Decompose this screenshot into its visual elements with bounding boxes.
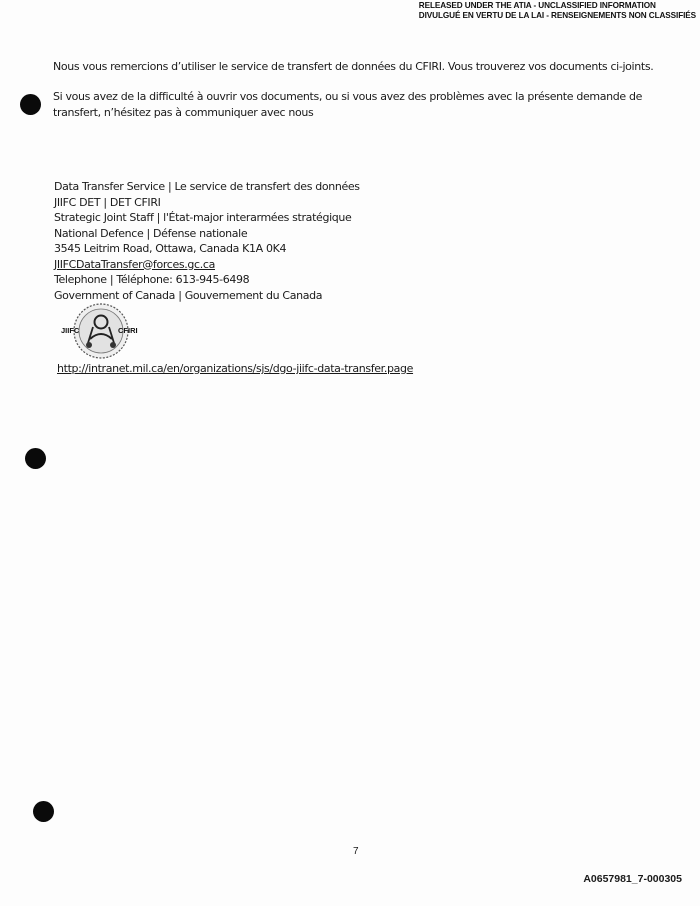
signature-phone: Telephone | Téléphone: 613-945-6498: [54, 273, 250, 286]
punch-hole-middle: [25, 448, 46, 469]
punch-hole-top: [20, 94, 41, 115]
signature-email-link[interactable]: JIIFCDataTransfer@forces.gc.ca: [54, 257, 215, 271]
contact-paragraph-line1: Si vous avez de la difficulté à ouvrir vos documents, ou si vous avez des problèmes avec la présente demande de: [53, 90, 642, 103]
intranet-link[interactable]: http://intranet.mil.ca/en/organizations/sjs/dgo-jiifc-data-transfer.page: [57, 362, 414, 375]
contact-paragraph-line2: transfert, n’hésitez pas à communiquer avec nous: [53, 106, 314, 119]
logo-left-text: JIIFC: [61, 326, 80, 335]
release-banner-french: DIVULGUÉ EN VERTU DE LA LAI - RENSEIGNEMENTS NON CLASSIFIÉS: [418, 11, 696, 20]
signature-unit: JIIFC DET | DET CFIRI: [54, 195, 161, 209]
signature-address: 3545 Leitrim Road, Ottawa, Canada K1A 0K4: [54, 242, 287, 255]
punch-hole-bottom: [33, 801, 54, 822]
release-banner: [419, 1, 696, 21]
page-number: 7: [353, 846, 359, 857]
document-id: A0657981_7-000305: [583, 873, 682, 885]
thank-you-paragraph: Nous vous remercions d’utiliser le service de transfert de données du CFIRI. Vous trouverez vos documents ci-joints.: [53, 60, 654, 73]
signature-block: [54, 179, 360, 303]
signature-staff: Strategic Joint Staff | l'État-major interarmées stratégique: [54, 211, 352, 224]
signature-government: Government of Canada | Gouvernement du Canada: [54, 288, 323, 302]
signature-department: National Defence | Défense nationale: [54, 226, 248, 240]
signature-service: Data Transfer Service | Le service de transfert des données: [54, 180, 360, 193]
jiifc-cfiri-logo: [60, 301, 142, 361]
logo-right-text: CFIRI: [118, 326, 138, 335]
release-banner-english: RELEASED UNDER THE ATIA - UNCLASSIFIED INFORMATION: [418, 1, 656, 10]
